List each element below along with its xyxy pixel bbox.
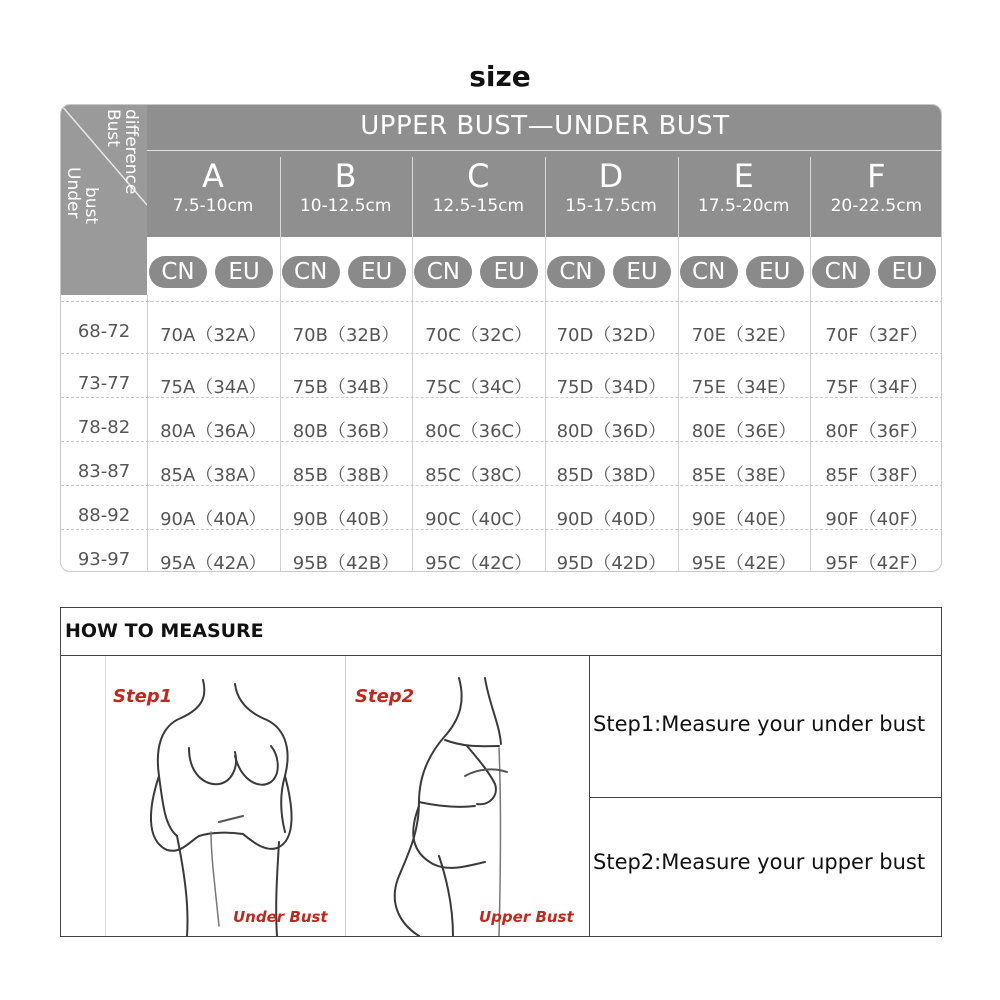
cup-divider [810,157,811,237]
step1-instruction: Step1:Measure your under bust [593,712,926,736]
cup-column-header [810,157,942,237]
step1-caption: Under Bust [233,908,328,926]
row-divider [61,353,942,354]
size-cell: 95A（42A） [160,553,267,572]
size-cell: 75A（34A） [160,377,267,398]
step2-instruction: Step2:Measure your upper bust [593,850,926,874]
cup-letter: E [733,157,754,195]
size-cell: 70D（32D） [556,325,667,346]
step2-caption: Upper Bust [479,908,574,926]
eu-badge: EU [480,256,538,288]
measure-gutter [61,656,106,936]
cn-badge: CN [547,256,605,288]
size-cell: 70A（32A） [160,325,267,346]
under-bust-label: 68-72 [77,321,131,342]
corner-label-difference: difference [121,109,141,195]
cup-letter: B [334,157,357,195]
row-divider [61,301,942,302]
size-cell: 95F（42F） [825,553,928,572]
size-cell: 90F（40F） [825,509,928,530]
size-cell: 85B（38B） [292,465,400,486]
cup-header [147,105,942,237]
size-cell: 85E（38E） [691,465,797,486]
under-bust-label: 78-82 [77,417,131,438]
size-chart-table [60,104,942,572]
size-cell: 95B（42B） [292,553,400,572]
step2-label: Step2 [355,686,415,707]
cn-badge: CN [149,256,207,288]
size-cell: 75E（34E） [691,377,797,398]
step2-illustration [349,656,589,936]
size-cell: 90E（40E） [691,509,797,530]
cup-letter: F [867,157,886,195]
size-cell: 80E（36E） [691,421,797,442]
cup-letter: D [598,157,624,195]
corner-label-under: Under [63,167,83,219]
cup-range: 12.5-15cm [432,196,525,216]
cup-column-header [412,157,544,237]
size-cell: 90C（40C） [425,509,533,530]
cn-badge: CN [282,256,340,288]
cn-badge: CN [680,256,738,288]
eu-badge: EU [746,256,804,288]
header-divider [147,150,942,151]
text-column-divider [589,656,590,936]
page-title: size [469,60,531,93]
cup-divider [678,157,679,237]
size-cell: 95C（42C） [425,553,533,572]
illus-divider [345,656,346,936]
cup-divider [545,157,546,237]
cup-column-header [545,157,677,237]
cup-divider [280,157,281,237]
cup-letter: A [202,157,224,195]
size-cell: 85A（38A） [160,465,267,486]
measure-title: HOW TO MEASURE [65,620,264,642]
size-cell: 90A（40A） [160,509,267,530]
cup-divider [412,157,413,237]
table-corner-header [61,105,147,295]
size-cell: 90D（40D） [556,509,667,530]
size-cell: 70E（32E） [691,325,797,346]
size-cell: 80A（36A） [160,421,267,442]
cup-range: 10-12.5cm [299,196,392,216]
size-cell: 70B（32B） [292,325,400,346]
how-to-measure-section [60,607,942,937]
step1-illustration [107,656,343,936]
size-cell: 85F（38F） [825,465,928,486]
eu-badge: EU [215,256,273,288]
under-bust-label: 93-97 [77,549,131,570]
corner-label-bust: Bust [103,109,123,147]
eu-badge: EU [348,256,406,288]
under-bust-label: 83-87 [77,461,131,482]
cup-range: 17.5-20cm [697,196,790,216]
size-cell: 70F（32F） [825,325,928,346]
cup-column-header [280,157,412,237]
size-cell: 70C（32C） [425,325,533,346]
size-cell: 80D（36D） [556,421,667,442]
size-cell: 80F（36F） [825,421,928,442]
cup-range: 7.5-10cm [172,196,254,216]
size-cell: 85D（38D） [556,465,667,486]
size-cell: 80B（36B） [292,421,400,442]
size-cell: 75F（34F） [825,377,928,398]
size-cell: 95E（42E） [691,553,797,572]
cn-badge: CN [414,256,472,288]
cup-letter: C [467,157,490,195]
size-cell: 95D（42D） [556,553,667,572]
under-bust-label: 88-92 [77,505,131,526]
cup-range: 20-22.5cm [830,196,923,216]
cup-range: 15-17.5cm [565,196,657,216]
size-cell: 90B（40B） [292,509,400,530]
step1-label: Step1 [113,686,173,707]
header-title: UPPER BUST—UNDER BUST [360,111,730,141]
under-bust-label: 73-77 [77,373,131,394]
size-cell: 80C（36C） [425,421,533,442]
cn-badge: CN [812,256,870,288]
corner-label-bust2: bust [81,187,101,225]
cup-column-header [147,157,279,237]
size-cell: 75D（34D） [556,377,667,398]
instruction-divider [589,797,941,798]
eu-badge: EU [613,256,671,288]
size-cell: 75B（34B） [292,377,400,398]
size-cell: 75C（34C） [425,377,533,398]
size-cell: 85C（38C） [425,465,533,486]
eu-badge: EU [878,256,936,288]
cup-column-header [678,157,810,237]
